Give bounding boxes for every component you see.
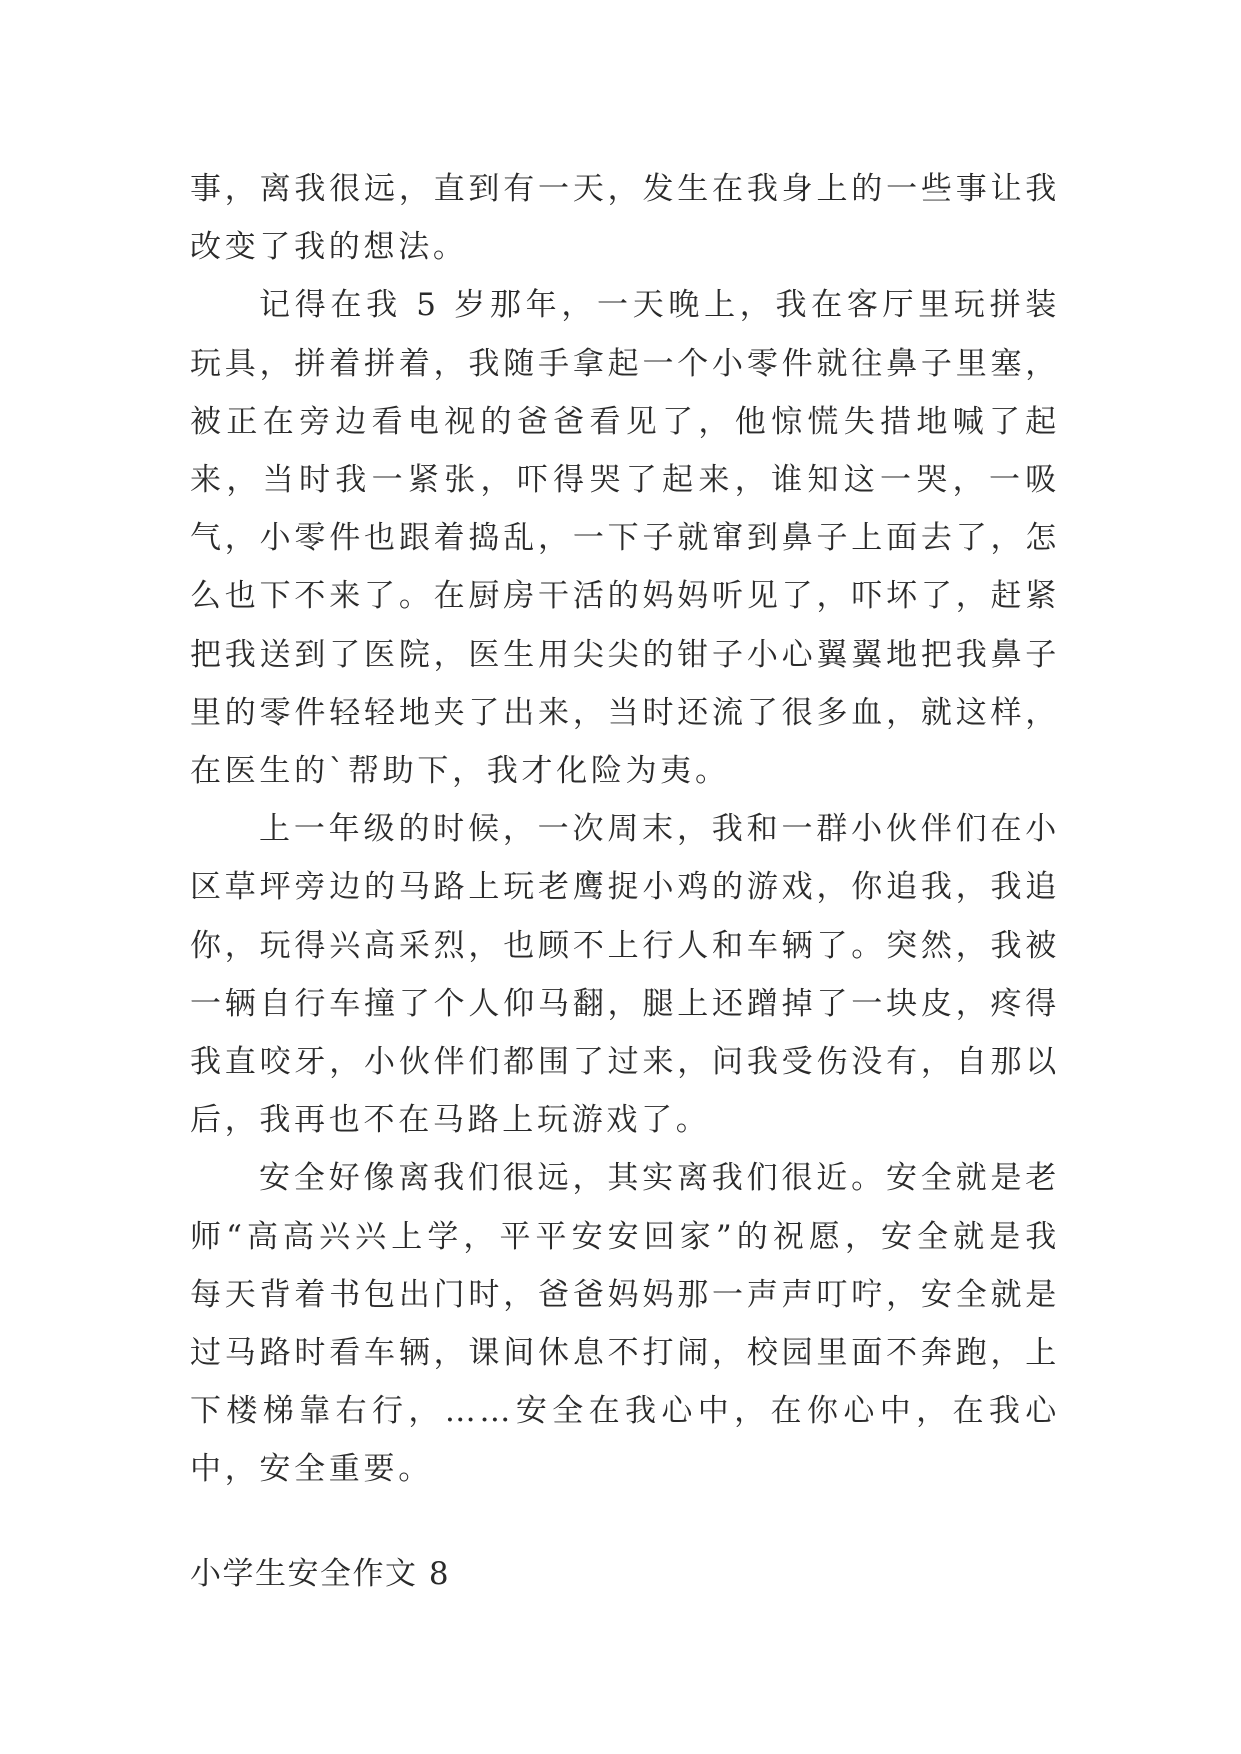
paragraph-2: 记得在我 5 岁那年，一天晚上，我在客厅里玩拼装玩具，拼着拼着，我随手拿起一个小零件就往鼻子里塞，被正在旁边看电视的爸爸看见了，他惊慌失措地喊了起来，当时我一紧张，吓得哭了起来，谁知这一哭，一吸气，小零件也跟着捣乱，一下子就窜到鼻子上面去了，怎么也下不来了。在厨房干活的妈妈听见了，吓坏了，赶紧把我送到了医院，医生用尖尖的钳子小心翼翼地把我鼻子里的零件轻轻地夹了出来，当时还流了很多血，就这样，在医生的`帮助下，我才化险为夷。 — [190, 287, 1060, 790]
section-heading: 小学生安全作文 8 — [190, 1555, 451, 1592]
text-column — [190, 160, 1060, 1603]
paragraph-3: 上一年级的时候，一次周末，我和一群小伙伴们在小区草坪旁边的马路上玩老鹰捉小鸡的游戏，你追我，我追你，玩得兴高采烈，也顾不上行人和车辆了。突然，我被一辆自行车撞了个人仰马翻，腿上还蹭掉了一块皮，疼得我直咬牙，小伙伴们都围了过来，问我受伤没有，自那以后，我再也不在马路上玩游戏了。 — [190, 811, 1060, 1139]
paragraph-1: 事，离我很远，直到有一天，发生在我身上的一些事让我改变了我的想法。 — [190, 171, 1060, 266]
paragraph-4: 安全好像离我们很远，其实离我们很近。安全就是老师“高高兴兴上学，平平安安回家”的祝愿，安全就是我每天背着书包出门时，爸爸妈妈那一声声叮咛，安全就是过马路时看车辆，课间休息不打闹，校园里面不奔跑，上下楼梯靠右行，……安全在我心中，在你心中，在我心中，安全重要。 — [190, 1160, 1060, 1488]
